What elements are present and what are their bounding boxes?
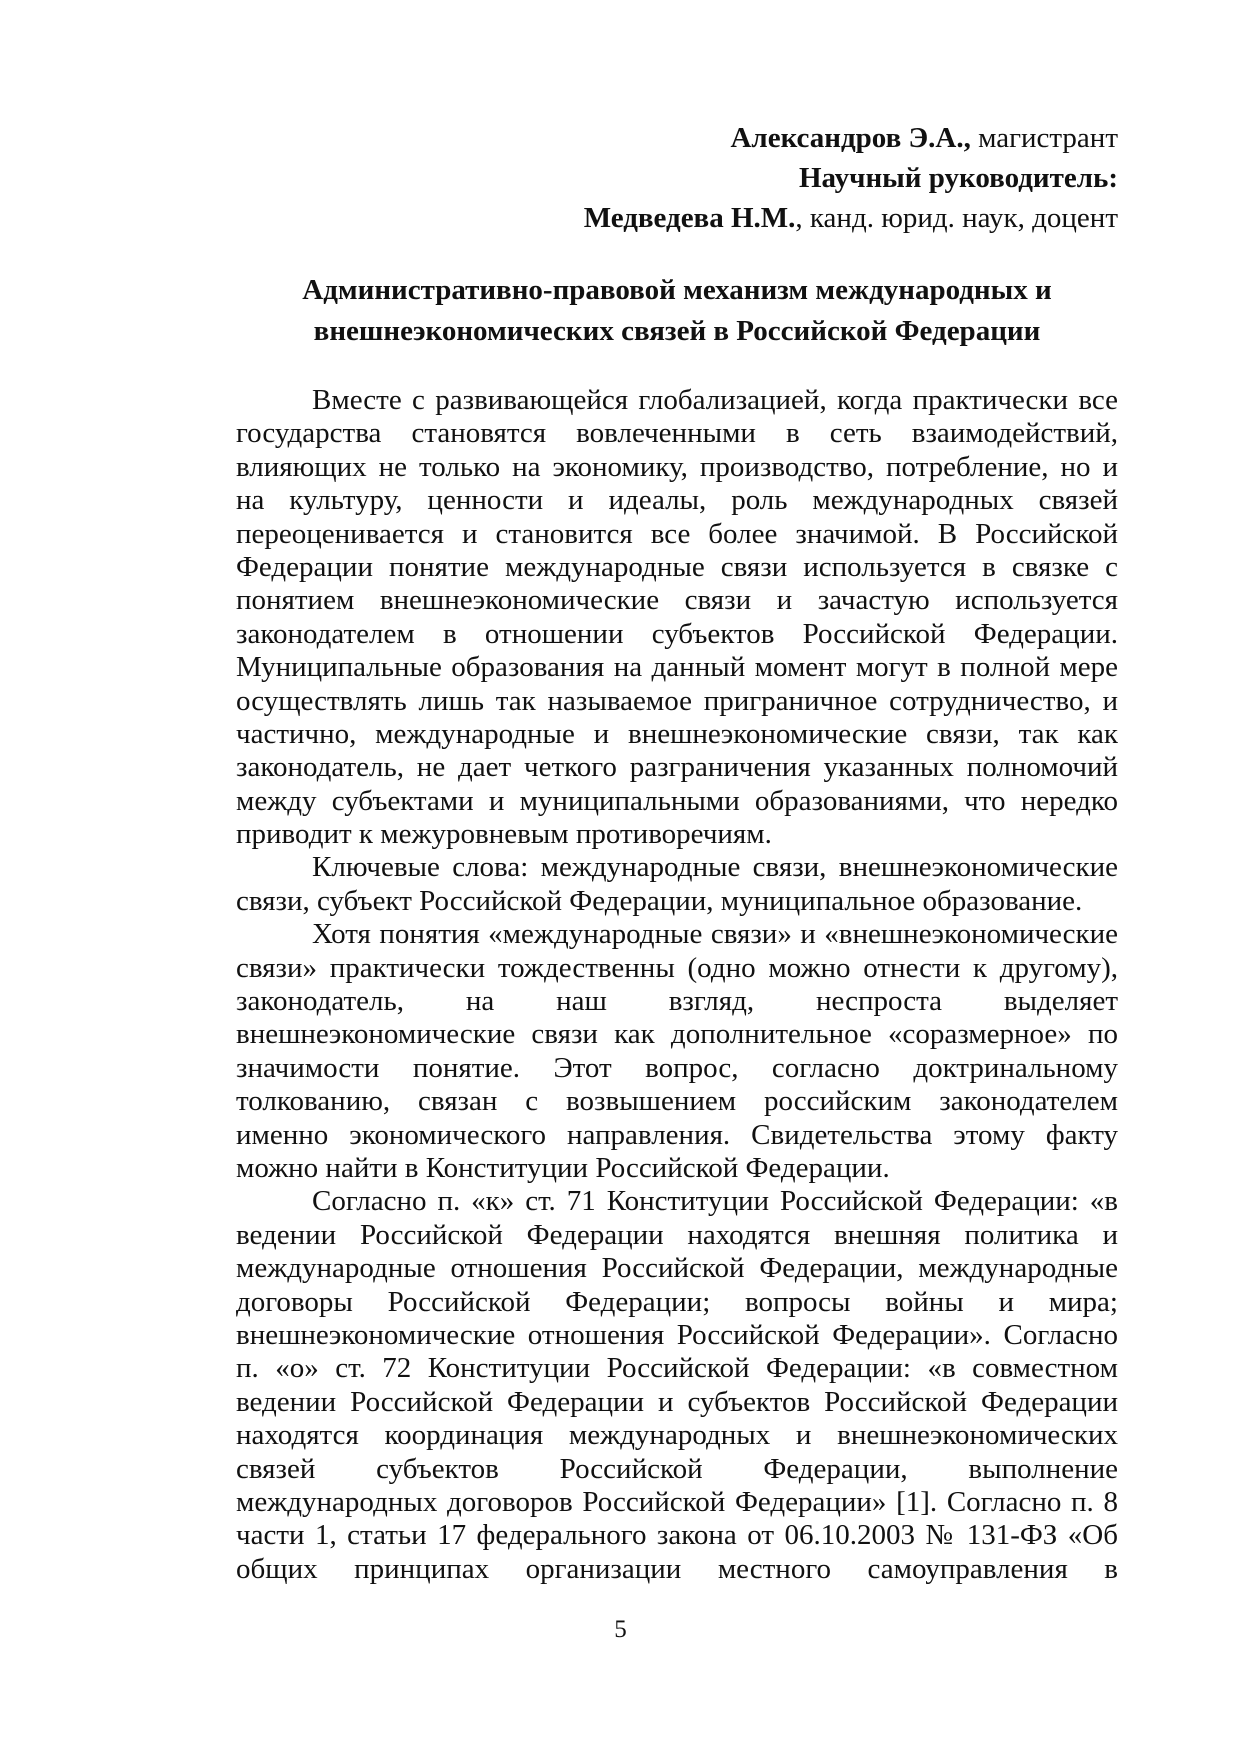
paragraph-line: части 1, статьи 17 федерального закона от 06.10.2003 № 131-ФЗ «Об (236, 1519, 1118, 1552)
paragraph-line: переоценивается и становится все более значимой. В Российской (236, 517, 1118, 550)
supervisor-name: Медведева Н.М. (583, 202, 796, 234)
paragraph-line: Вместе с развивающейся глобализацией, когда практически все (312, 384, 1118, 416)
supervisor-details: , канд. юрид. наук, доцент (795, 202, 1118, 234)
paragraph-line: договоры Российской Федерации; вопросы войны и мира; (236, 1285, 1118, 1318)
supervisor-label-line (560, 158, 1118, 198)
paragraph-line: Федерации понятие международные связи используется в связке с (236, 550, 1118, 583)
paragraph-line: государства становятся вовлеченными в сеть взаимодействий, (236, 417, 1118, 450)
paragraph-line: осуществлять лишь так называемое приграничное сотрудничество, и (236, 684, 1118, 717)
paragraph-line: понятием внешнеэкономические связи и зачастую используется (236, 584, 1118, 617)
paragraph-line: приводит к межуровневым противоречиям. (236, 818, 772, 851)
author-role: магистрант (970, 122, 1118, 154)
paragraph-line: п. «о» ст. 72 Конституции Российской Федерации: «в совместном (236, 1352, 1118, 1385)
paragraph-line: именно экономического направления. Свидетельства этому факту (236, 1118, 1118, 1151)
paragraph-line: между субъектами и муниципальными образованиями, что нередко (236, 784, 1118, 817)
body-paragraph (236, 851, 1118, 918)
supervisor-label: Научный руководитель: (799, 162, 1118, 194)
supervisor-line (560, 198, 1118, 238)
paragraph-line: международных договоров Российской Федерации» [1]. Согласно п. 8 (236, 1485, 1118, 1518)
body-paragraph (236, 918, 1118, 1185)
author-block (560, 118, 1118, 238)
body-paragraph (236, 384, 1118, 851)
paragraph-line: Хотя понятия «международные связи» и «внешнеэкономические (312, 918, 1118, 951)
paragraph-line: законодатель, на наш взгляд, неспроста выделяет (236, 985, 1118, 1018)
paragraph-line: связей субъектов Российской Федерации, выполнение (236, 1452, 1118, 1485)
paragraph-line: толкованию, связан с возвышением российским законодателем (236, 1085, 1118, 1118)
paragraph-line: ведении Российской Федерации и субъектов Российской Федерации (236, 1385, 1118, 1418)
article-body (236, 384, 1118, 1586)
paragraph-line: можно найти в Конституции Российской Федерации. (236, 1151, 890, 1184)
paragraph-line: Муниципальные образования на данный момент могут в полной мере (236, 651, 1118, 684)
paragraph-line: частично, международные и внешнеэкономические связи, так как (236, 717, 1118, 750)
author-name: Александров Э.А., (730, 122, 971, 154)
paragraph-line: внешнеэкономические отношения Российской Федерации». Согласно (236, 1318, 1118, 1351)
paragraph-line: значимости понятие. Этот вопрос, согласно доктринальному (236, 1051, 1118, 1084)
paragraph-line: связи» практически тождественны (одно можно отнести к другому), (236, 951, 1118, 984)
paragraph-line: ведении Российской Федерации находятся внешняя политика и (236, 1218, 1118, 1251)
author-line (560, 118, 1118, 158)
paragraph-line: на культуру, ценности и идеалы, роль международных связей (236, 484, 1118, 517)
article-title (236, 270, 1118, 352)
paragraph-line: связи, субъект Российской Федерации, муниципальное образование. (236, 884, 1083, 917)
title-line-2: внешнеэкономических связей в Российской Федерации (313, 315, 1041, 347)
paragraph-line: Ключевые слова: международные связи, внешнеэкономические (312, 851, 1118, 884)
page-number: 5 (614, 1616, 627, 1643)
paragraph-line: находятся координация международных и внешнеэкономических (236, 1419, 1118, 1452)
title-line-1: Административно-правовой механизм международных и (302, 274, 1052, 306)
paragraph-line: внешнеэкономические связи как дополнительное «соразмерное» по (236, 1018, 1118, 1051)
paragraph-line: Согласно п. «к» ст. 71 Конституции Российской Федерации: «в (312, 1185, 1118, 1218)
body-paragraph (236, 1185, 1118, 1586)
paragraph-line: влияющих не только на экономику, производство, потребление, но и (236, 450, 1118, 483)
paragraph-line: законодатель, не дает четкого разграничения указанных полномочий (236, 751, 1118, 784)
paragraph-line: законодателем в отношении субъектов Российской Федерации. (236, 617, 1118, 650)
paragraph-line: общих принципах организации местного самоуправления в (236, 1552, 1118, 1585)
paragraph-line: международные отношения Российской Федерации, международные (236, 1252, 1118, 1285)
